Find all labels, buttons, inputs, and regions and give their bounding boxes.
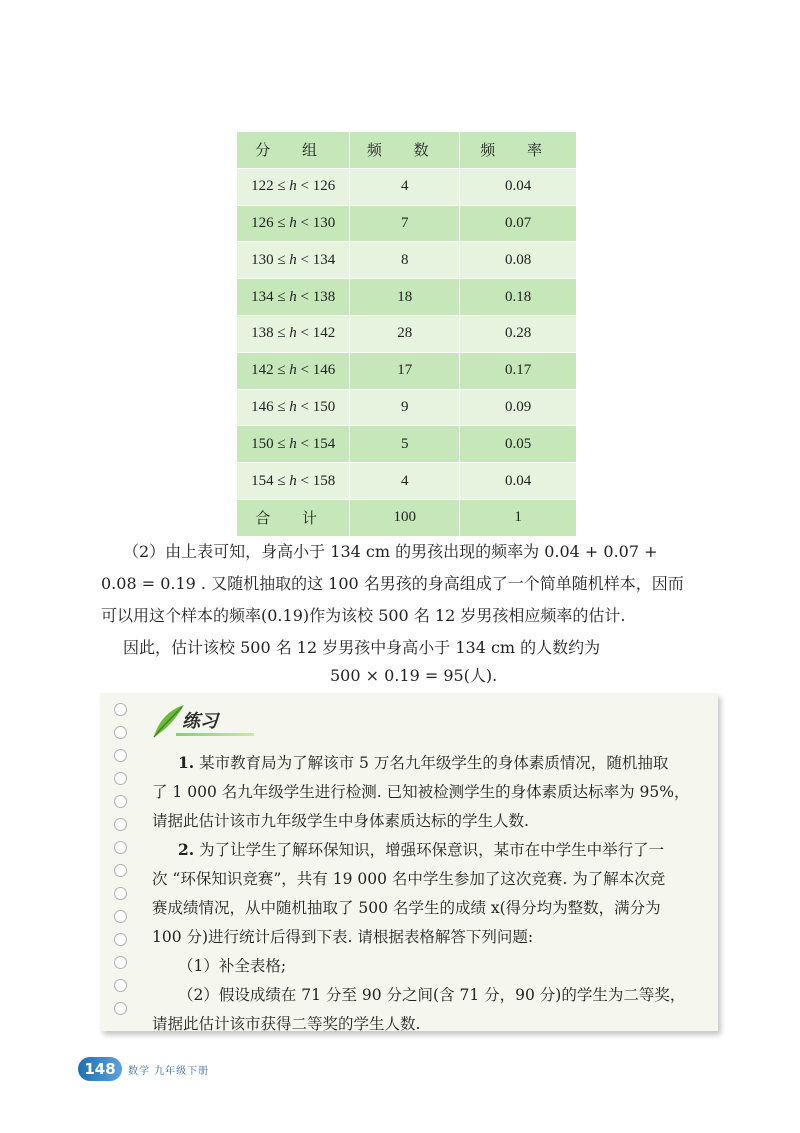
frequency-cell: 0.18 — [460, 279, 577, 316]
count-cell: 9 — [350, 389, 460, 426]
practice-box — [100, 693, 718, 1031]
table-header-row — [237, 132, 577, 168]
table-row — [237, 242, 577, 279]
count-cell: 28 — [350, 315, 460, 352]
paragraph-line: 因此，估计该校 500 名 12 岁男孩中身高小于 134 cm 的人数约为 — [123, 638, 601, 657]
count-cell: 4 — [350, 463, 460, 500]
question-1-line: 请据此估计该市九年级学生中身体素质达标的学生人数. — [152, 812, 529, 830]
group-cell: 134 ≤ h < 138 — [237, 279, 350, 316]
binder-ring — [114, 864, 127, 877]
book-title: 数学 九年级下册 — [128, 1066, 210, 1077]
question-2-line: 100 分)进行统计后得到下表. 请根据表格解答下列问题: — [152, 928, 534, 946]
paragraph-line: 可以用这个样本的频率(0.19)作为该校 500 名 12 岁男孩相应频率的估计. — [101, 606, 626, 625]
frequency-cell: 0.07 — [460, 205, 577, 242]
title-underline — [176, 733, 254, 736]
binder-ring — [114, 795, 127, 808]
frequency-cell: 0.05 — [460, 426, 577, 463]
header-group: 分 组 — [237, 132, 350, 168]
table-row — [237, 426, 577, 463]
binder-ring — [114, 749, 127, 762]
binder-ring — [114, 703, 127, 716]
question-text: 为了让学生了解环保知识，增强环保意识，某市在中学生中举行了一 — [199, 841, 665, 859]
binder-ring — [114, 887, 127, 900]
header-frequency: 频 率 — [460, 132, 577, 168]
header-count: 频 数 — [350, 132, 460, 168]
table-row — [237, 205, 577, 242]
question-2-line — [152, 840, 664, 860]
count-cell: 17 — [350, 352, 460, 389]
frequency-cell: 0.08 — [460, 242, 577, 279]
question-2-sub: （2）假设成绩在 71 分至 90 分之间(含 71 分，90 分)的学生为二等奖， — [178, 986, 686, 1004]
binder-ring — [114, 933, 127, 946]
group-cell: 122 ≤ h < 126 — [237, 168, 350, 205]
binder-ring — [114, 1002, 127, 1015]
binder-ring — [114, 772, 127, 785]
group-cell: 150 ≤ h < 154 — [237, 426, 350, 463]
paragraph-line: 0.08 = 0.19 . 又随机抽取的这 100 名男孩的身高组成了一个简单随机样本，因而 — [101, 574, 684, 593]
group-cell: 130 ≤ h < 134 — [237, 242, 350, 279]
binder-ring — [114, 841, 127, 854]
table-row — [237, 168, 577, 205]
binder-ring — [114, 910, 127, 923]
question-2-sub: （1）补全表格; — [178, 957, 287, 975]
table-total-row — [237, 499, 577, 536]
total-count-cell: 100 — [350, 499, 460, 536]
group-cell: 126 ≤ h < 130 — [237, 205, 350, 242]
question-text: 某市教育局为了解该市 5 万名九年级学生的身体素质情况，随机抽取 — [199, 754, 669, 772]
practice-title: 练习 — [182, 711, 218, 732]
group-cell: 138 ≤ h < 142 — [237, 315, 350, 352]
count-cell: 7 — [350, 205, 460, 242]
table-row — [237, 352, 577, 389]
count-cell: 5 — [350, 426, 460, 463]
frequency-table — [237, 132, 577, 537]
count-cell: 4 — [350, 168, 460, 205]
group-cell: 154 ≤ h < 158 — [237, 463, 350, 500]
binder-ring — [114, 818, 127, 831]
question-2-sub: 请据此估计该市获得二等奖的学生人数. — [152, 1015, 421, 1033]
frequency-cell: 0.17 — [460, 352, 577, 389]
binder-ring — [114, 956, 127, 969]
table-row — [237, 463, 577, 500]
question-1-line: 了 1 000 名九年级学生进行检测. 已知被检测学生的身体素质达标率为 95%， — [152, 783, 690, 801]
paragraph-line: （2）由上表可知，身高小于 134 cm 的男孩出现的频率为 0.04 + 0.07 + — [123, 542, 658, 561]
page-number-badge: 148 — [78, 1057, 122, 1081]
frequency-cell: 0.04 — [460, 463, 577, 500]
table-row — [237, 389, 577, 426]
question-2-line: 次 “环保知识竞赛”，共有 19 000 名中学生参加了这次竞赛. 为了解本次竞 — [152, 870, 666, 888]
count-cell: 18 — [350, 279, 460, 316]
question-1-line — [152, 753, 668, 773]
binder-ring — [114, 726, 127, 739]
table-row — [237, 315, 577, 352]
question-number: 1. — [178, 753, 195, 772]
frequency-cell: 0.28 — [460, 315, 577, 352]
question-number: 2. — [178, 840, 195, 859]
group-cell: 146 ≤ h < 150 — [237, 389, 350, 426]
total-frequency-cell: 1 — [460, 499, 577, 536]
frequency-cell: 0.09 — [460, 389, 577, 426]
table-row — [237, 279, 577, 316]
total-label-cell: 合 计 — [237, 499, 350, 536]
question-2-line: 赛成绩情况，从中随机抽取了 500 名学生的成绩 x(得分均为整数，满分为 — [152, 899, 661, 917]
group-cell: 142 ≤ h < 146 — [237, 352, 350, 389]
equation-line: 500 × 0.19 = 95(人). — [330, 666, 498, 685]
count-cell: 8 — [350, 242, 460, 279]
binder-ring — [114, 979, 127, 992]
frequency-cell: 0.04 — [460, 168, 577, 205]
